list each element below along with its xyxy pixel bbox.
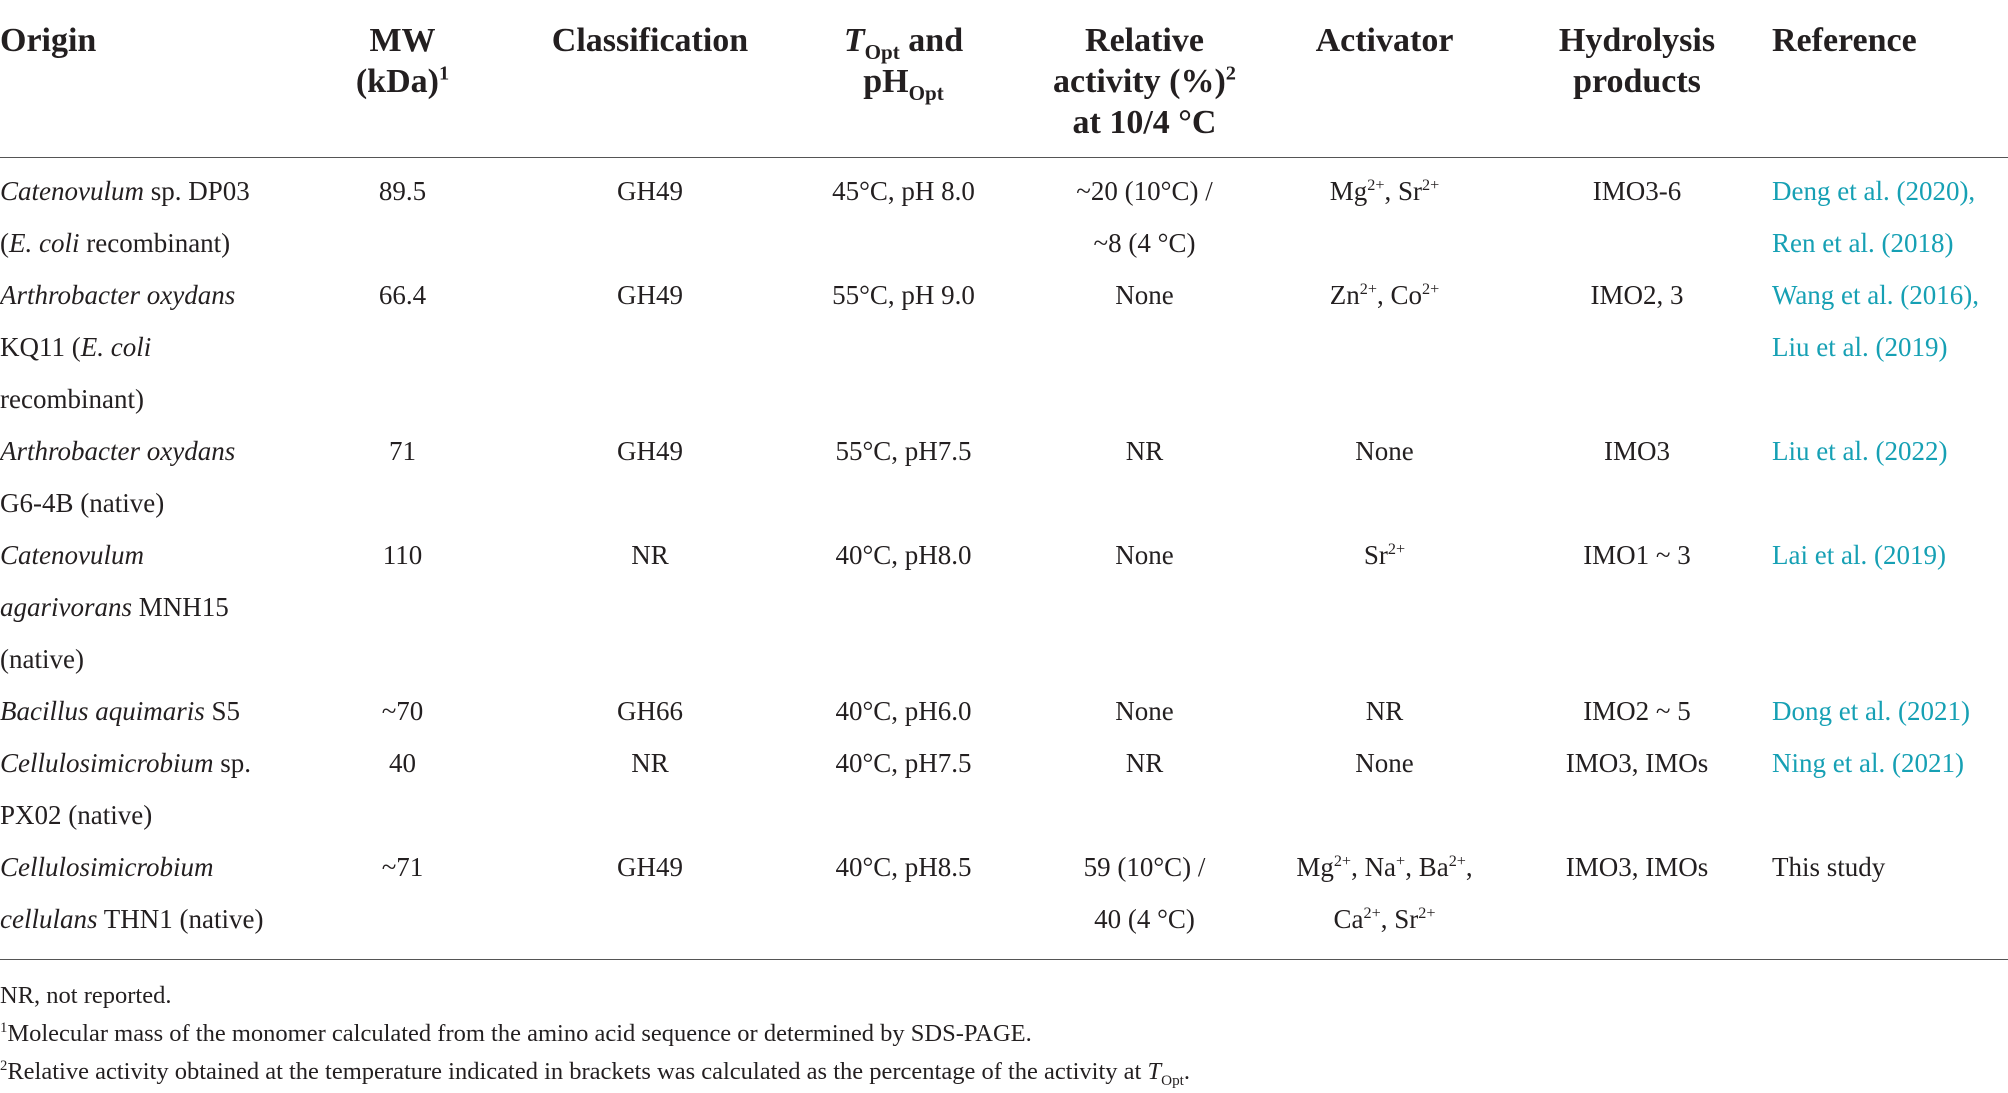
hydrolysis-cell: IMO1 ~ 3 [1583,540,1691,570]
hydrolysis-cell: IMO3 [1604,436,1670,466]
activator-cell: $Mg^{2+}$, Na+, $Ba^{2+}$, $Ca^{2+}$, $Sr^{2+}$ [1296,852,1473,934]
relative-activity-cell: None [1115,540,1174,570]
reference-link[interactable]: Wang et al. (2016), [1772,280,1980,310]
topt-cell: 45°C, pH 8.0 [832,176,975,206]
reference-cell [1772,737,2008,841]
reference-cell [1772,269,2008,425]
table-row [0,685,2008,737]
mw-cell: 110 [382,540,423,570]
table-row [0,425,2008,529]
origin-cell: Catenovulum sp. DP03 (E. coli recombinant) [0,176,250,258]
topt-cell: 40°C, pH6.0 [835,696,972,726]
table-row [0,737,2008,841]
reference-link[interactable]: Dong et al. (2021) [1772,696,1970,726]
classification-cell: GH49 [617,852,683,882]
hydrolysis-cell: IMO3, IMOs [1565,748,1709,778]
header-topt-phopt: $T_{Opt}$ and $pH_{Opt}$ [843,22,964,105]
relative-activity-cell: NR [1125,748,1164,778]
reference-cell [1772,529,2008,685]
relative-activity-cell: 59 (10°C) / 40 (4 °C) [1083,852,1206,934]
reference-link[interactable]: Deng et al. (2020), [1772,176,1976,206]
reference-link[interactable]: Lai et al. (2019) [1772,540,1946,570]
mw-cell: 40 [389,748,416,778]
activator-cell: None [1355,748,1414,778]
activator-cell: $Sr^{2+}$ [1363,540,1406,570]
table-footnotes [0,977,1190,1091]
origin-cell: Cellulosimicrobium cellulans THN1 (native) [0,852,264,934]
table-row [0,158,2008,270]
classification-cell: GH49 [617,280,683,310]
header-hydrolysis-products: Hydrolysis products [1558,22,1716,100]
classification-cell: GH66 [617,696,683,726]
header-mw: MW (kDa)$^1$ [355,22,450,100]
footnote-nr: NR, not reported. [0,982,172,1009]
hydrolysis-cell: IMO3-6 [1592,176,1682,206]
reference-link[interactable]: Liu et al. (2019) [1772,332,1948,362]
topt-cell: 40°C, pH8.5 [835,852,972,882]
mw-cell: 66.4 [378,280,427,310]
origin-cell: Bacillus aquimaris S5 [0,696,241,726]
table-row [0,529,2008,685]
reference-link[interactable]: Ren et al. (2018) [1772,228,1954,258]
hydrolysis-cell: IMO2 ~ 5 [1583,696,1691,726]
relative-activity-cell: None [1115,696,1174,726]
reference-cell [1772,158,2008,270]
relative-activity-cell: NR [1125,436,1164,466]
activator-cell: NR [1365,696,1404,726]
table-row [0,269,2008,425]
header-classification: Classification [551,22,749,59]
mw-cell: ~71 [381,852,424,882]
header-activator: Activator [1315,22,1454,59]
topt-cell: 40°C, pH7.5 [835,748,972,778]
mw-cell: ~70 [381,696,424,726]
header-relative-activity: Relative activity (%)$^2$ at 10/4 °C [1053,22,1236,141]
classification-cell: GH49 [617,436,683,466]
footnote-1: $^1$Molecular mass of the monomer calculated from the amino acid sequence or determined by SDS-PAGE. [0,1019,1032,1047]
classification-cell: NR [631,748,669,778]
hydrolysis-cell: IMO3, IMOs [1565,852,1709,882]
header-origin: Origin [0,22,97,59]
reference-link[interactable]: Liu et al. (2022) [1772,436,1948,466]
reference-link[interactable]: Ning et al. (2021) [1772,748,1964,778]
origin-cell: Cellulosimicrobium sp. PX02 (native) [0,748,252,830]
relative-activity-cell: None [1115,280,1174,310]
header-row [0,0,2008,158]
activator-cell: None [1355,436,1414,466]
table-row [0,841,2008,960]
reference-cell: This study [1772,852,1886,882]
reference-cell [1772,685,2008,737]
relative-activity-cell: ~20 (10°C) / ~8 (4 °C) [1076,176,1213,258]
topt-cell: 40°C, pH8.0 [835,540,972,570]
footnote-2: $^2$Relative activity obtained at the temperature indicated in brackets was calculated as the percentage of the activity at $T_{Opt}$. [0,1057,1191,1089]
mw-cell: 89.5 [378,176,427,206]
origin-cell: Arthrobacter oxydans KQ11 (E. coli recombinant) [0,280,236,414]
activator-cell: $Mg^{2+}$, $Sr^{2+}$ [1329,176,1440,206]
origin-cell: Arthrobacter oxydans G6-4B (native) [0,436,236,518]
classification-cell: GH49 [617,176,683,206]
activator-cell: $Zn^{2+}$, $Co^{2+}$ [1329,280,1440,310]
mw-cell: 71 [389,436,416,466]
classification-cell: NR [631,540,669,570]
topt-cell: 55°C, pH 9.0 [832,280,975,310]
origin-cell: Catenovulum agarivorans MNH15 (native) [0,540,229,674]
hydrolysis-cell: IMO2, 3 [1590,280,1684,310]
topt-cell: 55°C, pH7.5 [835,436,972,466]
header-reference: Reference [1772,22,1917,59]
reference-cell [1772,425,2008,529]
